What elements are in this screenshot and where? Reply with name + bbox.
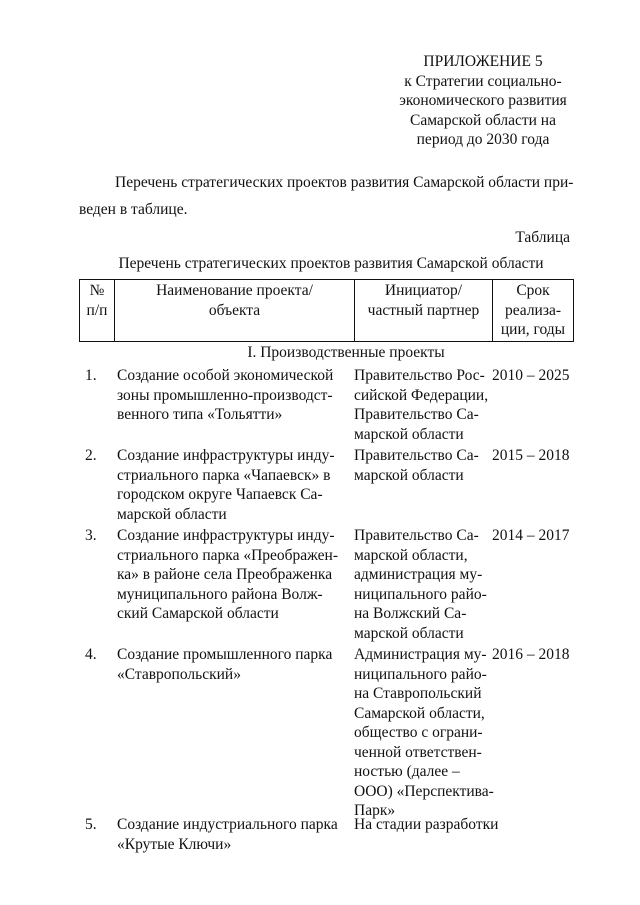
row-initiator-line: Администрация му- (354, 646, 487, 663)
row-number: 4. (85, 646, 97, 663)
row-name (117, 815, 349, 854)
row-name-line: Создание индустриального парка (117, 816, 338, 833)
appendix-heading (392, 52, 574, 150)
header-name (115, 280, 355, 342)
row-name (117, 446, 349, 524)
row-name-line: Создание промышленного парка (117, 646, 333, 663)
table-header (79, 279, 574, 342)
row-name-line: стриального парка «Чапаевск» в (117, 466, 331, 484)
row-name (117, 526, 349, 624)
header-text: ции, годы (500, 321, 566, 338)
row-number: 3. (85, 527, 97, 544)
row-period: 2016 – 2018 (492, 646, 570, 663)
row-name-line: венного типа «Тольятти» (117, 406, 283, 423)
row-initiator-line: На стадии разработки (354, 816, 499, 833)
row-name-line: Создание инфраструктуры инду- (117, 527, 335, 544)
row-name-line: зоны промышленно-производст- (117, 386, 333, 404)
intro-line: Перечень стратегических проектов развития Самарской области при- (115, 174, 574, 191)
header-text: Наименование проекта/ (156, 282, 313, 299)
row-initiator-line: Правительство Са- (354, 527, 479, 544)
row-initiator-line: ченной ответствен- (354, 743, 482, 761)
header-text: частный партнер (367, 301, 480, 319)
row-initiator-line: Правительство Са- (354, 406, 479, 423)
row-name (117, 366, 349, 425)
appendix-line: к Стратегии социально- (404, 72, 562, 90)
row-name-line: ский Самарской области (117, 605, 279, 622)
appendix-line: экономического развития (399, 92, 567, 109)
row-initiator-line: ниципального райо- (354, 585, 487, 603)
row-initiator (354, 526, 492, 643)
intro-line: веден в таблице. (79, 201, 188, 218)
row-initiator-line: ниципального райо- (354, 665, 487, 683)
table-title: Перечень стратегических проектов развития Самарской области (118, 255, 544, 272)
row-period: 2014 – 2017 (492, 527, 570, 544)
row-initiator-line: администрация му- (354, 566, 483, 583)
row-name-line: Создание особой экономической (117, 367, 334, 384)
row-number: 1. (85, 367, 97, 384)
appendix-line: ПРИЛОЖЕНИЕ 5 (423, 53, 543, 70)
row-initiator-line: марской области (354, 624, 464, 642)
header-text: Срок (516, 282, 550, 299)
header-num (80, 280, 115, 342)
row-name-line: городском округе Чапаевск Са- (117, 486, 323, 503)
row-name-line: ка» в районе села Преображенка (117, 566, 333, 583)
row-name (117, 645, 349, 684)
row-name-line: муниципального района Волж- (117, 585, 323, 603)
row-initiator-line: на Ставропольский (354, 685, 482, 702)
row-initiator-line: общество с ограни- (354, 724, 483, 741)
row-initiator-line: марской области (354, 425, 464, 443)
header-text: № (89, 282, 105, 299)
row-name-line: марской области (117, 505, 227, 523)
appendix-line: период до 2030 года (416, 131, 550, 148)
header-period (493, 280, 574, 342)
table-label: Таблица (515, 229, 570, 246)
row-name-line: «Крутые Ключи» (117, 835, 232, 853)
row-number: 5. (85, 816, 97, 833)
header-text: п/п (86, 301, 108, 319)
row-initiator (354, 645, 492, 821)
row-initiator-line: марской области, (354, 546, 468, 564)
row-initiator-line: сийской Федерации, (354, 386, 489, 404)
row-initiator (354, 446, 492, 485)
row-name-line: «Ставропольский» (117, 665, 241, 683)
header-text: Инициатор/ (384, 282, 463, 299)
row-initiator-line: Самарской области, (354, 704, 485, 722)
row-initiator-line: ООО) «Перспектива- (354, 782, 494, 800)
row-initiator (354, 366, 492, 444)
row-number: 2. (85, 447, 97, 464)
header-text: реализа- (504, 301, 562, 319)
row-initiator-line: Правительство Рос- (354, 367, 485, 384)
appendix-line: Самарской области на (410, 111, 556, 129)
header-text: объекта (208, 301, 261, 319)
row-period: 2010 – 2025 (492, 367, 570, 384)
row-initiator-line: на Волжский Са- (354, 605, 467, 622)
row-initiator-line: марской области (354, 466, 464, 484)
row-initiator-line: Правительство Са- (354, 447, 479, 464)
row-initiator (354, 815, 499, 835)
row-initiator-line: Парк» (354, 802, 396, 819)
section-title: I. Производственные проекты (247, 344, 445, 361)
row-name-line: Создание инфраструктуры инду- (117, 447, 335, 464)
header-initiator (355, 280, 493, 342)
row-period: 2015 – 2018 (492, 447, 570, 464)
row-name-line: стриального парка «Преображен- (117, 546, 339, 564)
row-initiator-line: ностью (далее – (354, 763, 460, 780)
